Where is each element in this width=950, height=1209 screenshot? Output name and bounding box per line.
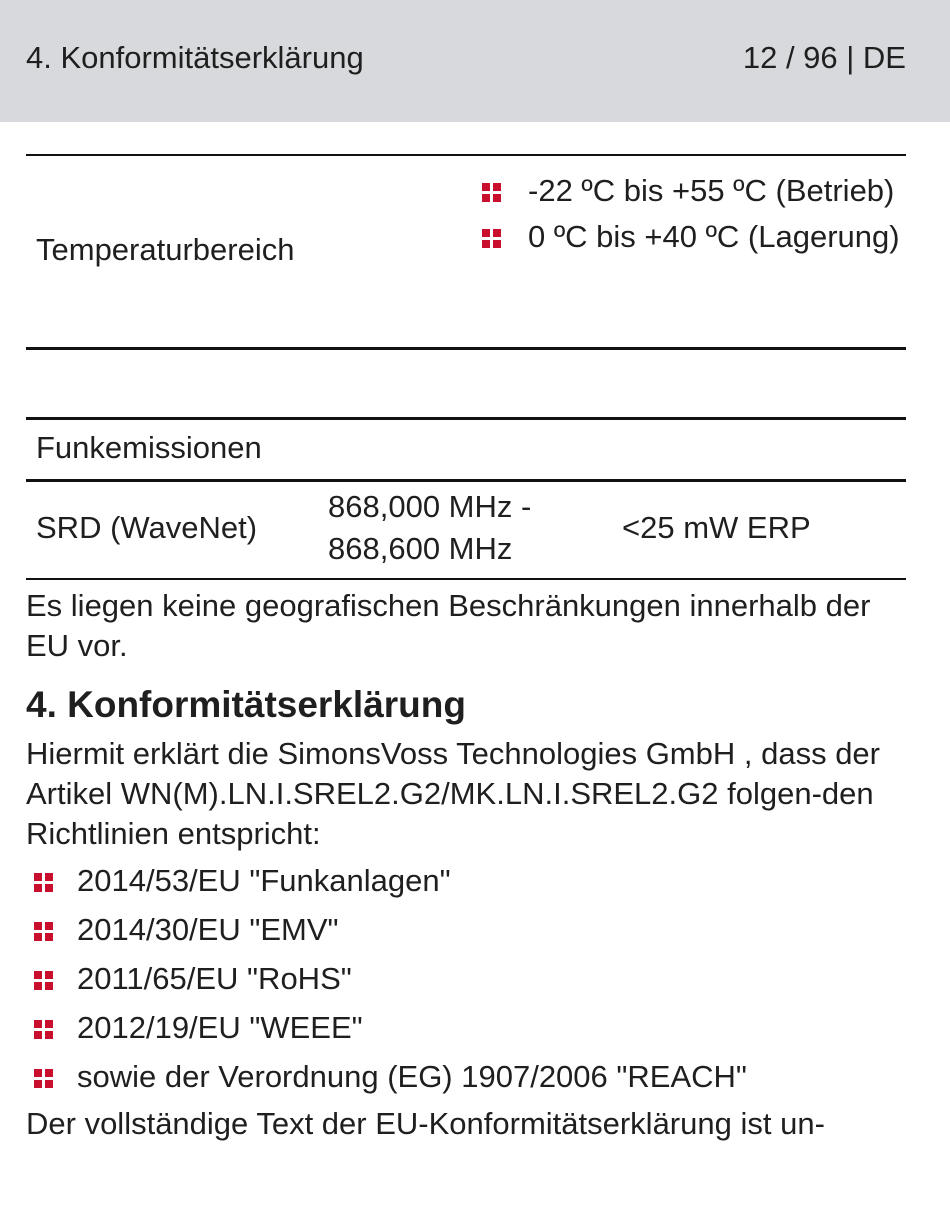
bullet-icon bbox=[34, 1069, 53, 1088]
radio-frequency: 868,000 MHz - 868,600 MHz bbox=[328, 489, 532, 566]
table-rule bbox=[26, 417, 906, 420]
section-heading: 4. Konformitätserklärung bbox=[26, 684, 466, 725]
list-item bbox=[26, 958, 906, 1007]
radio-band: SRD (WaveNet) bbox=[36, 510, 258, 545]
table-rule bbox=[26, 479, 906, 482]
directive-list bbox=[26, 860, 906, 1105]
table-rule bbox=[26, 154, 906, 156]
directive-text: 2014/53/EU "Funkanlagen" bbox=[77, 863, 451, 898]
list-item bbox=[26, 860, 906, 909]
section-intro: Hiermit erklärt die SimonsVoss Technologies GmbH , dass der Artikel WN(M).LN.I.SREL2.G2/MK.LN.I.SREL2.G2 folgen-den Richtlinien entspricht: bbox=[26, 736, 880, 851]
directive-text: 2014/30/EU "EMV" bbox=[77, 912, 339, 947]
directive-text: 2011/65/EU "RoHS" bbox=[77, 961, 352, 996]
temperature-operating: -22 ºC bis +55 ºC (Betrieb) bbox=[528, 173, 895, 208]
directive-text: 2012/19/EU "WEEE" bbox=[77, 1010, 363, 1045]
header-title: 4. Konformitätserklärung bbox=[26, 40, 364, 75]
page-number: 12 / 96 | DE bbox=[742, 40, 906, 75]
list-item bbox=[26, 1007, 906, 1056]
list-item bbox=[482, 170, 902, 212]
radio-power: <25 mW ERP bbox=[622, 510, 811, 545]
directive-text: sowie der Verordnung (EG) 1907/2006 "REACH" bbox=[77, 1059, 747, 1094]
temperature-label: Temperaturbereich bbox=[36, 232, 295, 267]
table-rule bbox=[26, 578, 906, 580]
list-item bbox=[26, 1056, 906, 1105]
page-header bbox=[0, 0, 950, 122]
temperature-list bbox=[482, 170, 902, 262]
bullet-icon bbox=[34, 873, 53, 892]
bullet-icon bbox=[34, 922, 53, 941]
closing-text: Der vollständige Text der EU-Konformitätserklärung ist un- bbox=[26, 1106, 825, 1141]
list-item bbox=[482, 216, 902, 258]
bullet-icon bbox=[482, 229, 501, 248]
bullet-icon bbox=[34, 971, 53, 990]
radio-section-label: Funkemissionen bbox=[36, 430, 262, 465]
list-item bbox=[26, 909, 906, 958]
bullet-icon bbox=[34, 1020, 53, 1039]
temperature-storage: 0 ºC bis +40 ºC (Lagerung) bbox=[528, 219, 900, 254]
table-rule bbox=[26, 347, 906, 350]
geo-note: Es liegen keine geografischen Beschränkungen innerhalb der EU vor. bbox=[26, 588, 871, 663]
bullet-icon bbox=[482, 183, 501, 202]
